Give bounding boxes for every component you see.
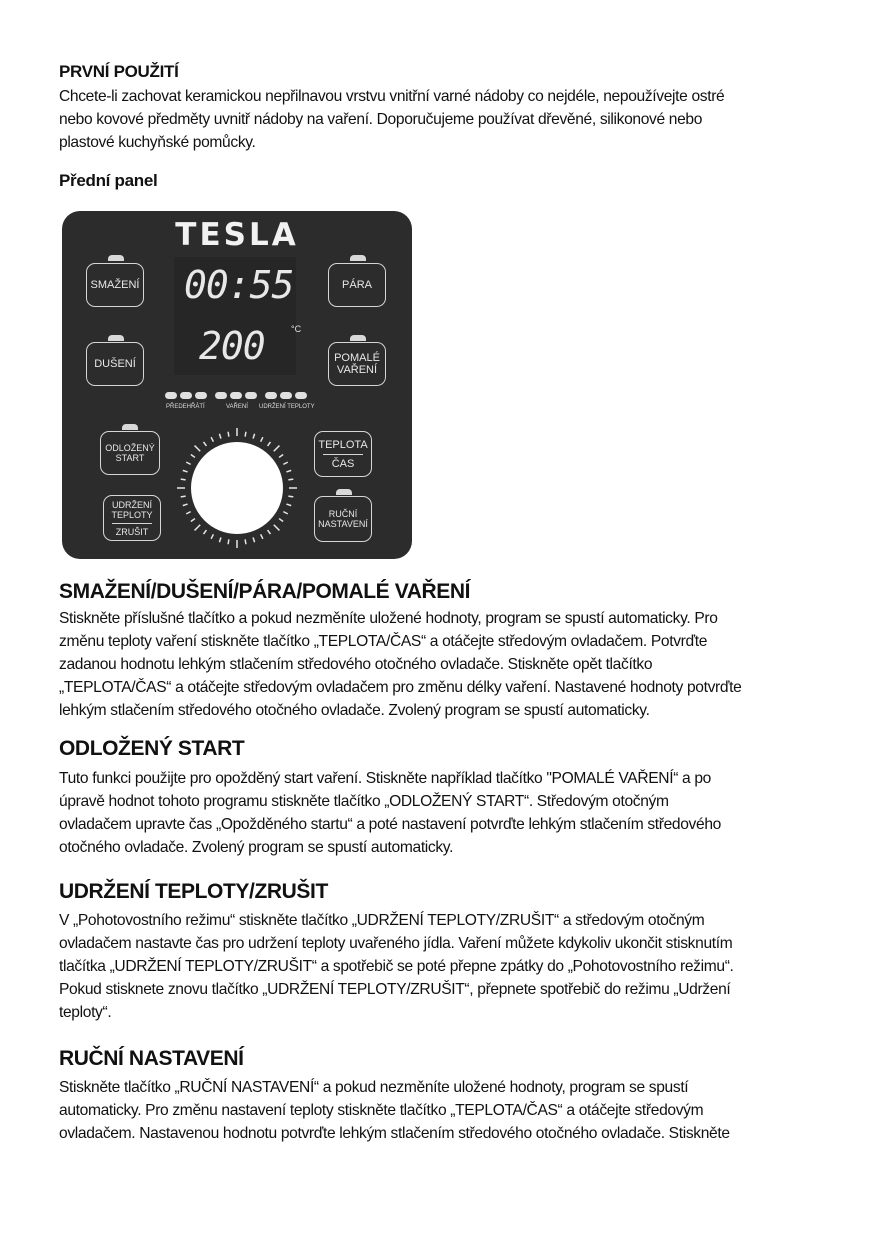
- text-line: lehkým stlačením středového otočného ovladače. Zvolený program se spustí automaticky.: [59, 702, 650, 719]
- dial-tick: [288, 479, 293, 480]
- section-text: [59, 607, 829, 722]
- text-line: ovladačem upravte čas „Opožděného startu“ a poté nastavení potvrďte lehkým stlačením středového: [59, 816, 721, 833]
- rucni-label-1: RUČNÍ: [328, 509, 358, 519]
- rucni-label-2: NASTAVENÍ: [318, 519, 368, 529]
- section-text: [59, 767, 829, 859]
- dial-knob[interactable]: [191, 442, 283, 534]
- section-heading: SMAŽENÍ/DUŠENÍ/PÁRA/POMALÉ VAŘENÍ: [59, 580, 471, 603]
- first-use-heading: PRVNÍ POUŽITÍ: [59, 62, 179, 81]
- indicator-dot: [230, 392, 242, 399]
- para-led: [350, 255, 366, 261]
- dial-tick: [219, 537, 221, 542]
- udrzeni-teploty-label: UDRŽENÍ TEPLOTY: [259, 404, 315, 410]
- divider: [112, 523, 151, 524]
- dial-tick: [283, 462, 287, 464]
- dial-tick: [186, 462, 190, 464]
- text-line: ovladačem. Nastavenou hodnotu potvrďte lehkým stlačením středového otočného ovladače. Stiskněte: [59, 1125, 730, 1142]
- dial-tick: [203, 442, 206, 446]
- para-button[interactable]: [328, 263, 386, 307]
- dial-tick: [261, 534, 263, 538]
- text-line: nebo kovové předměty uvnitř nádoby na vaření. Doporučujeme používat dřevěné, silikonové nebo: [59, 111, 703, 128]
- indicator-dot: [165, 392, 177, 399]
- dial-tick: [181, 479, 186, 480]
- dial-tick: [183, 504, 188, 506]
- smazeni-button[interactable]: [86, 263, 144, 307]
- dial-tick: [228, 432, 229, 437]
- predehrati-label: PŘEDEHŘÁTÍ: [166, 404, 205, 410]
- indicator-dot: [195, 392, 207, 399]
- dial-tick: [279, 454, 283, 457]
- pomale-vareni-led: [350, 335, 366, 341]
- dial-tick: [181, 496, 186, 497]
- text-line: teploty“.: [59, 1004, 112, 1021]
- section-text: [59, 1076, 829, 1145]
- text-line: zadanou hodnotu lehkým stlačením středového otočného ovladače. Stiskněte opět tlačítko: [59, 656, 653, 673]
- duseni-button[interactable]: [86, 342, 144, 386]
- dial-tick: [279, 519, 283, 522]
- text-line: ovladačem nastavte čas pro udržení teploty uvařeného jídla. Vaření můžete kdykoliv ukončit stisknutím: [59, 935, 733, 952]
- dial-tick: [268, 530, 271, 534]
- dial-tick: [203, 530, 206, 534]
- text-line: „TEPLOTA/ČAS“ a otáčejte středovým ovladačem pro změnu délky vaření. Nastavené hodnoty potvrďte: [59, 679, 742, 696]
- text-line: tlačítka „UDRŽENÍ TEPLOTY/ZRUŠIT“ a spotřebič se poté přepne zpátky do „Pohotovostního režimu“.: [59, 958, 734, 975]
- time-display: 00:55: [184, 263, 294, 307]
- section-heading: UDRŽENÍ TEPLOTY/ZRUŠIT: [59, 880, 328, 903]
- dial-tick: [261, 437, 263, 441]
- smazeni-label: SMAŽENÍ: [90, 279, 140, 291]
- dial-tick: [245, 432, 246, 437]
- dial-tick: [283, 512, 287, 514]
- indicator-dot: [180, 392, 192, 399]
- zrusit-label: ZRUŠIT: [115, 526, 149, 537]
- text-line: otočného ovladače. Zvolený program se spustí automaticky.: [59, 839, 454, 856]
- section-text: [59, 909, 829, 1024]
- control-dial[interactable]: [170, 421, 304, 555]
- pomale-label-2: VAŘENÍ: [336, 364, 378, 376]
- dial-tick: [183, 470, 188, 472]
- dial-tick: [186, 512, 190, 514]
- first-use-text: [59, 85, 829, 154]
- temp-unit-label: °C: [291, 324, 302, 334]
- udrzeni-label-2: TEPLOTY: [111, 509, 153, 520]
- odlozeny-start-led: [122, 424, 138, 430]
- dial-tick: [211, 437, 213, 441]
- dial-tick: [191, 519, 195, 522]
- text-line: Stiskněte příslušné tlačítko a pokud nezměníte uložené hodnoty, program se spustí automaticky. Pro: [59, 610, 718, 627]
- dial-tick: [219, 434, 221, 439]
- front-panel-illustration: [62, 211, 412, 559]
- dial-tick: [288, 496, 293, 497]
- duseni-label: DUŠENÍ: [94, 358, 136, 370]
- smazeni-led: [108, 255, 124, 261]
- text-line: automaticky. Pro změnu nastavení teploty stiskněte tlačítko „TEPLOTA/ČAS“ a otáčejte středovým: [59, 1102, 704, 1119]
- duseni-led: [108, 335, 124, 341]
- dial-tick: [274, 525, 280, 531]
- pomale-vareni-button[interactable]: [328, 342, 386, 386]
- brand-logo: TESLA: [175, 217, 299, 253]
- indicator-dot: [265, 392, 277, 399]
- odlozeny-label-2: START: [115, 453, 145, 463]
- odlozeny-label-1: ODLOŽENÝ: [105, 443, 155, 453]
- dial-tick: [245, 539, 246, 544]
- indicator-dot: [215, 392, 227, 399]
- teplota-label: TEPLOTA: [318, 438, 368, 451]
- rucni-nastaveni-led: [336, 489, 352, 495]
- text-line: úpravě hodnot tohoto programu stiskněte tlačítko „ODLOŽENÝ START“. Středovým otočným: [59, 793, 669, 810]
- dial-tick: [286, 504, 291, 506]
- pomale-label-1: POMALÉ: [334, 352, 380, 364]
- temperature-display: 200: [199, 324, 265, 368]
- text-line: Stiskněte tlačítko „RUČNÍ NASTAVENÍ“ a pokud nezměníte uložené hodnoty, program se spustí: [59, 1079, 689, 1096]
- rucni-nastaveni-button[interactable]: [314, 496, 372, 542]
- cas-label: ČAS: [331, 457, 355, 470]
- dial-tick: [195, 446, 201, 452]
- divider: [323, 454, 362, 455]
- section-heading: ODLOŽENÝ START: [59, 737, 245, 760]
- vareni-label: VAŘENÍ: [226, 404, 248, 410]
- indicator-dot: [295, 392, 307, 399]
- udrzeni-zrusit-button[interactable]: [103, 495, 161, 541]
- dial-tick: [274, 446, 280, 452]
- text-line: změnu teploty vaření stiskněte tlačítko „TEPLOTA/ČAS“ a otáčejte středovým ovladačem. Potvrďte: [59, 633, 708, 650]
- section-heading: RUČNÍ NASTAVENÍ: [59, 1047, 244, 1070]
- text-line: Chcete-li zachovat keramickou nepřilnavou vrstvu vnitřní varné nádoby co nejdéle, nepoužívejte ostré: [59, 88, 725, 105]
- dial-tick: [191, 454, 195, 457]
- dial-tick: [268, 442, 271, 446]
- indicator-dot: [245, 392, 257, 399]
- dial-tick: [253, 537, 255, 542]
- text-line: V „Pohotovostního režimu“ stiskněte tlačítko „UDRŽENÍ TEPLOTY/ZRUŠIT“ a středovým otočným: [59, 912, 705, 929]
- dial-tick: [211, 534, 213, 538]
- teplota-cas-button[interactable]: [314, 431, 372, 477]
- dial-tick: [228, 539, 229, 544]
- dial-tick: [253, 434, 255, 439]
- dial-tick: [195, 525, 201, 531]
- indicator-dot: [280, 392, 292, 399]
- udrzeni-label-1: UDRŽENÍ: [112, 499, 152, 510]
- dial-tick: [286, 470, 291, 472]
- para-label: PÁRA: [342, 279, 372, 291]
- text-line: Pokud stisknete znovu tlačítko „UDRŽENÍ TEPLOTY/ZRUŠIT“, přepnete spotřebič do režimu „Udržení: [59, 981, 731, 998]
- front-panel-heading: Přední panel: [59, 171, 158, 190]
- text-line: Tuto funkci použijte pro opožděný start vaření. Stiskněte například tlačítko "POMALÉ VAŘENÍ“ a po: [59, 770, 711, 787]
- odlozeny-start-button[interactable]: [100, 431, 160, 475]
- text-line: plastové kuchyňské pomůcky.: [59, 134, 256, 151]
